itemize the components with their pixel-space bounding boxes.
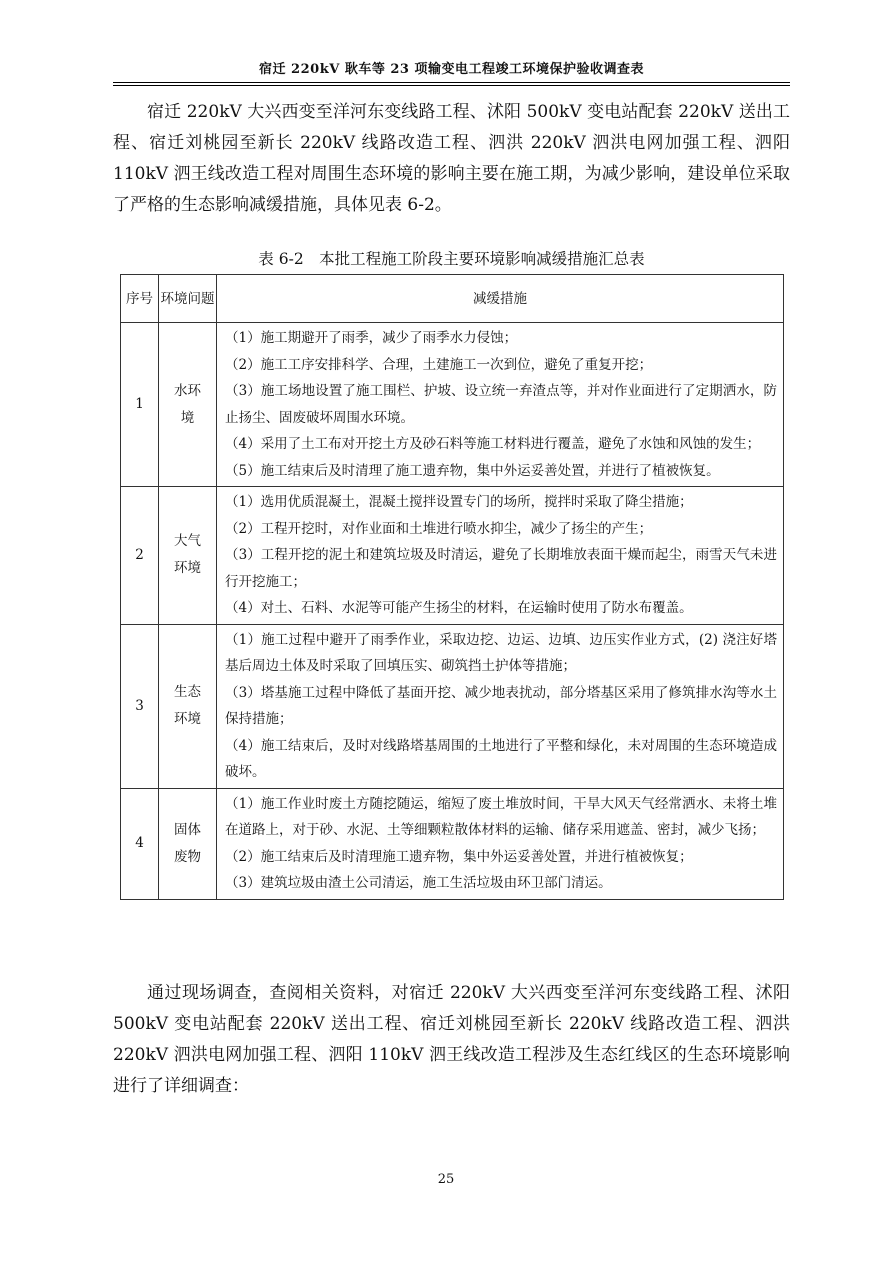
row-number: 1 <box>121 323 159 487</box>
measure-item: （1）施工作业时废土方随挖随运，缩短了废土堆放时间，干旱大风天气经常洒水、未将土堆在道路上，对于砂、水泥、土等细颗粒散体材料的运输、储存采用遮盖、密封，减少飞扬； <box>225 795 777 838</box>
environmental-issue <box>159 487 217 625</box>
header-no: 序号 <box>121 275 159 323</box>
measure-item: （2）工程开挖时，对作业面和土堆进行喷水抑尘，减少了扬尘的产生； <box>225 520 653 537</box>
mitigation-measures <box>217 624 784 788</box>
measure-item: （4）采用了土工布对开挖土方及砂石料等施工材料进行覆盖，避免了水蚀和风蚀的发生； <box>225 436 761 452</box>
header-rule-top <box>113 82 790 83</box>
row-number: 3 <box>121 624 159 788</box>
measure-item: （3）工程开挖的泥土和建筑垃圾及时清运，避免了长期堆放表面干燥而起尘，雨雪天气未进行开挖施工； <box>225 547 777 590</box>
table-caption: 表 6-2 本批工程施工阶段主要环境影响减缓措施汇总表 <box>258 250 645 268</box>
closing-paragraph: 通过现场调查，查阅相关资料，对宿迁 220kV 大兴西变至洋河东变线路工程、沭阳 500kV 变电站配套 220kV 送出工程、宿迁刘桃园至新长 220kV 线路改造工程、泗洪 220kV 泗洪电网加强工程、泗阳 110kV 泗王线改造工程涉及生态红线区的生态环境影响进行了详细调查： <box>113 983 790 1096</box>
row-number: 4 <box>121 788 159 899</box>
page-number: 25 <box>437 1172 455 1187</box>
mitigation-measures <box>217 487 784 625</box>
page-header-title: 宿迁 220kV 耿车等 23 项输变电工程竣工环境保护验收调查表 <box>259 62 644 77</box>
header-rule-bottom <box>113 85 790 86</box>
measure-item: （2）施工结束后及时清理施工遗弃物，集中外运妥善处置，并进行植被恢复； <box>225 848 693 865</box>
environmental-issue <box>159 788 217 899</box>
measure-item: （1）施工期避开了雨季，减少了雨季水力侵蚀； <box>225 330 518 346</box>
measure-item: （1）选用优质混凝土，混凝土搅拌设置专门的场所，搅拌时采取了降尘措施； <box>225 494 693 510</box>
header-issue: 环境问题 <box>159 275 217 323</box>
header-measures: 减缓措施 <box>217 275 784 323</box>
mitigation-measures-table <box>120 274 784 900</box>
mitigation-measures <box>217 323 784 487</box>
table-row <box>121 788 784 899</box>
environmental-issue-text: 水环境 <box>174 382 201 426</box>
measure-item: （4）施工结束后，及时对线路塔基周围的土地进行了平整和绿化，未对周围的生态环境造成破坏。 <box>225 737 777 780</box>
measure-item: （2）施工工序安排科学、合理，土建施工一次到位，避免了重复开挖； <box>225 356 653 373</box>
table-row <box>121 487 784 625</box>
measure-item: （5）施工结束后及时清理了施工遗弃物，集中外运妥善处置，并进行了植被恢复。 <box>225 462 720 479</box>
environmental-issue-text: 生态环境 <box>174 684 201 727</box>
intro-paragraph: 宿迁 220kV 大兴西变至洋河东变线路工程、沭阳 500kV 变电站配套 220kV 送出工程、宿迁刘桃园至新长 220kV 线路改造工程、泗洪 220kV 泗洪电网加强工程、泗阳 110kV 泗王线改造工程对周围生态环境的影响主要在施工期，为减少影响，建设单位采取了严格的生态影响减缓措施，具体见表 6-2。 <box>113 102 790 215</box>
mitigation-measures <box>217 788 784 899</box>
environmental-issue <box>159 323 217 487</box>
measure-item: （3）建筑垃圾由渣土公司清运，施工生活垃圾由环卫部门清运。 <box>225 875 612 891</box>
table-header-row <box>121 275 784 323</box>
table-row <box>121 624 784 788</box>
environmental-issue-text: 大气环境 <box>174 533 201 577</box>
environmental-issue-text: 固体废物 <box>174 821 201 865</box>
table-row <box>121 323 784 487</box>
measure-item: （4）对土、石料、水泥等可能产生扬尘的材料，在运输时使用了防水布覆盖。 <box>225 600 693 616</box>
measure-item: （1）施工过程中避开了雨季作业，采取边挖、边运、边填、边压实作业方式，(2) 浇注好塔基后周边土体及时采取了回填压实、砌筑挡土护体等措施； <box>225 631 777 674</box>
environmental-issue <box>159 624 217 788</box>
measure-item: （3）塔基施工过程中降低了基面开挖、减少地表扰动，部分塔基区采用了修筑排水沟等水土保持措施； <box>225 684 777 727</box>
row-number: 2 <box>121 487 159 625</box>
measure-item: （3）施工场地设置了施工围栏、护坡、设立统一弃渣点等，并对作业面进行了定期洒水，防止扬尘、固废破坏周围水环境。 <box>225 383 777 426</box>
